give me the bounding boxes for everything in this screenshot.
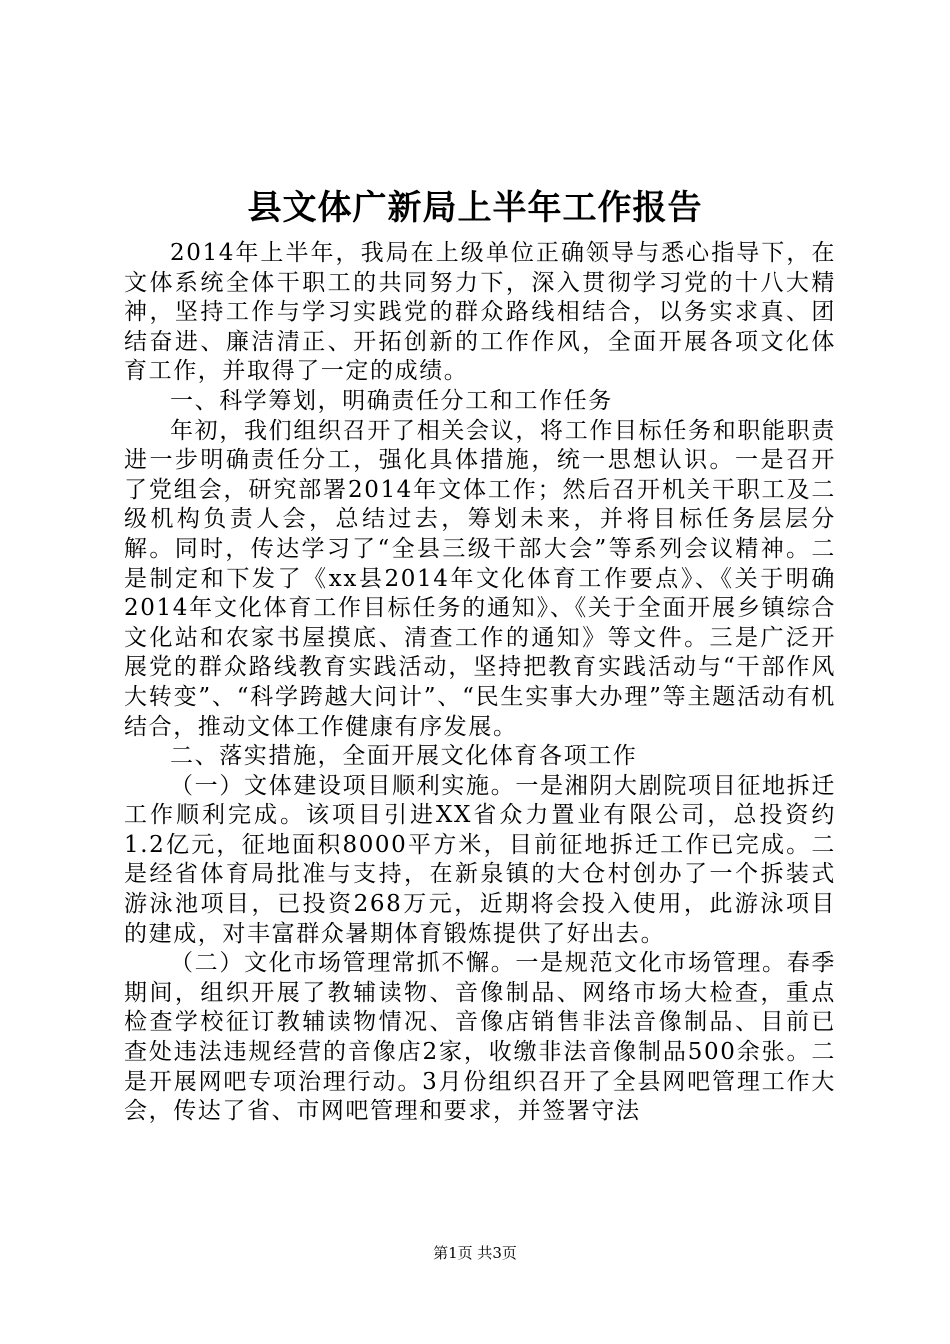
section-heading-1: 一、科学筹划，明确责任分工和工作任务 bbox=[170, 387, 613, 414]
document-body bbox=[124, 239, 836, 1127]
paragraph-subsection-2: （二）文化市场管理常抓不懈。一是规范文化市场管理。春季期间，组织开展了教辅读物、音像制品、网络市场大检查，重点检查学校征订教辅读物情况、音像店销售非法音像制品、目前已查处违法违规经营的音像店2家，收缴非法音像制品500余张。二是开展网吧专项治理行动。3月份组织召开了全县网吧管理工作大会，传达了省、市网吧管理和要求，并签署守法 bbox=[124, 950, 836, 1125]
paragraph-subsection-1: （一）文体建设项目顺利实施。一是湘阴大剧院项目征地拆迁工作顺利完成。该项目引进XX省众力置业有限公司，总投资约1.2亿元，征地面积8000平方米，目前征地拆迁工作已完成。二是经省体育局批准与支持，在新泉镇的大仓村创办了一个拆装式游泳池项目，已投资268万元，近期将会投入使用，此游泳项目的建成，对丰富群众暑期体育锻炼提供了好出去。 bbox=[124, 772, 836, 947]
paragraph-intro: 2014年上半年，我局在上级单位正确领导与悉心指导下，在文体系统全体干职工的共同努力下，深入贯彻学习党的十八大精神，坚持工作与学习实践党的群众路线相结合，以务实求真、团结奋进、廉洁清正、开拓创新的工作作风，全面开展各项文化体育工作，并取得了一定的成绩。 bbox=[124, 240, 836, 385]
page-title: 县文体广新局上半年工作报告 bbox=[247, 188, 703, 228]
section-heading-2: 二、落实措施，全面开展文化体育各项工作 bbox=[170, 743, 638, 770]
page-number-footer: 第1页 共3页 bbox=[433, 1244, 517, 1262]
paragraph-section-1: 年初，我们组织召开了相关会议，将工作目标任务和职能职责进一步明确责任分工，强化具体措施，统一思想认识。一是召开了党组会，研究部署2014年文体工作；然后召开机关干职工及二级机构负责人会，总结过去，筹划未来，并将目标任务层层分解。同时，传达学习了“全县三级干部大会”等系列会议精神。二是制定和下发了《xx县2014年文化体育工作要点》、《关于明确2014年文化体育工作目标任务的通知》、《关于全面开展乡镇综合文化站和农家书屋摸底、清查工作的通知》等文件。三是广泛开展党的群众路线教育实践活动，坚持把教育实践活动与“干部作风大转变”、“科学跨越大问计”、“民生实事大办理”等主题活动有机结合，推动文体工作健康有序发展。 bbox=[124, 417, 836, 740]
